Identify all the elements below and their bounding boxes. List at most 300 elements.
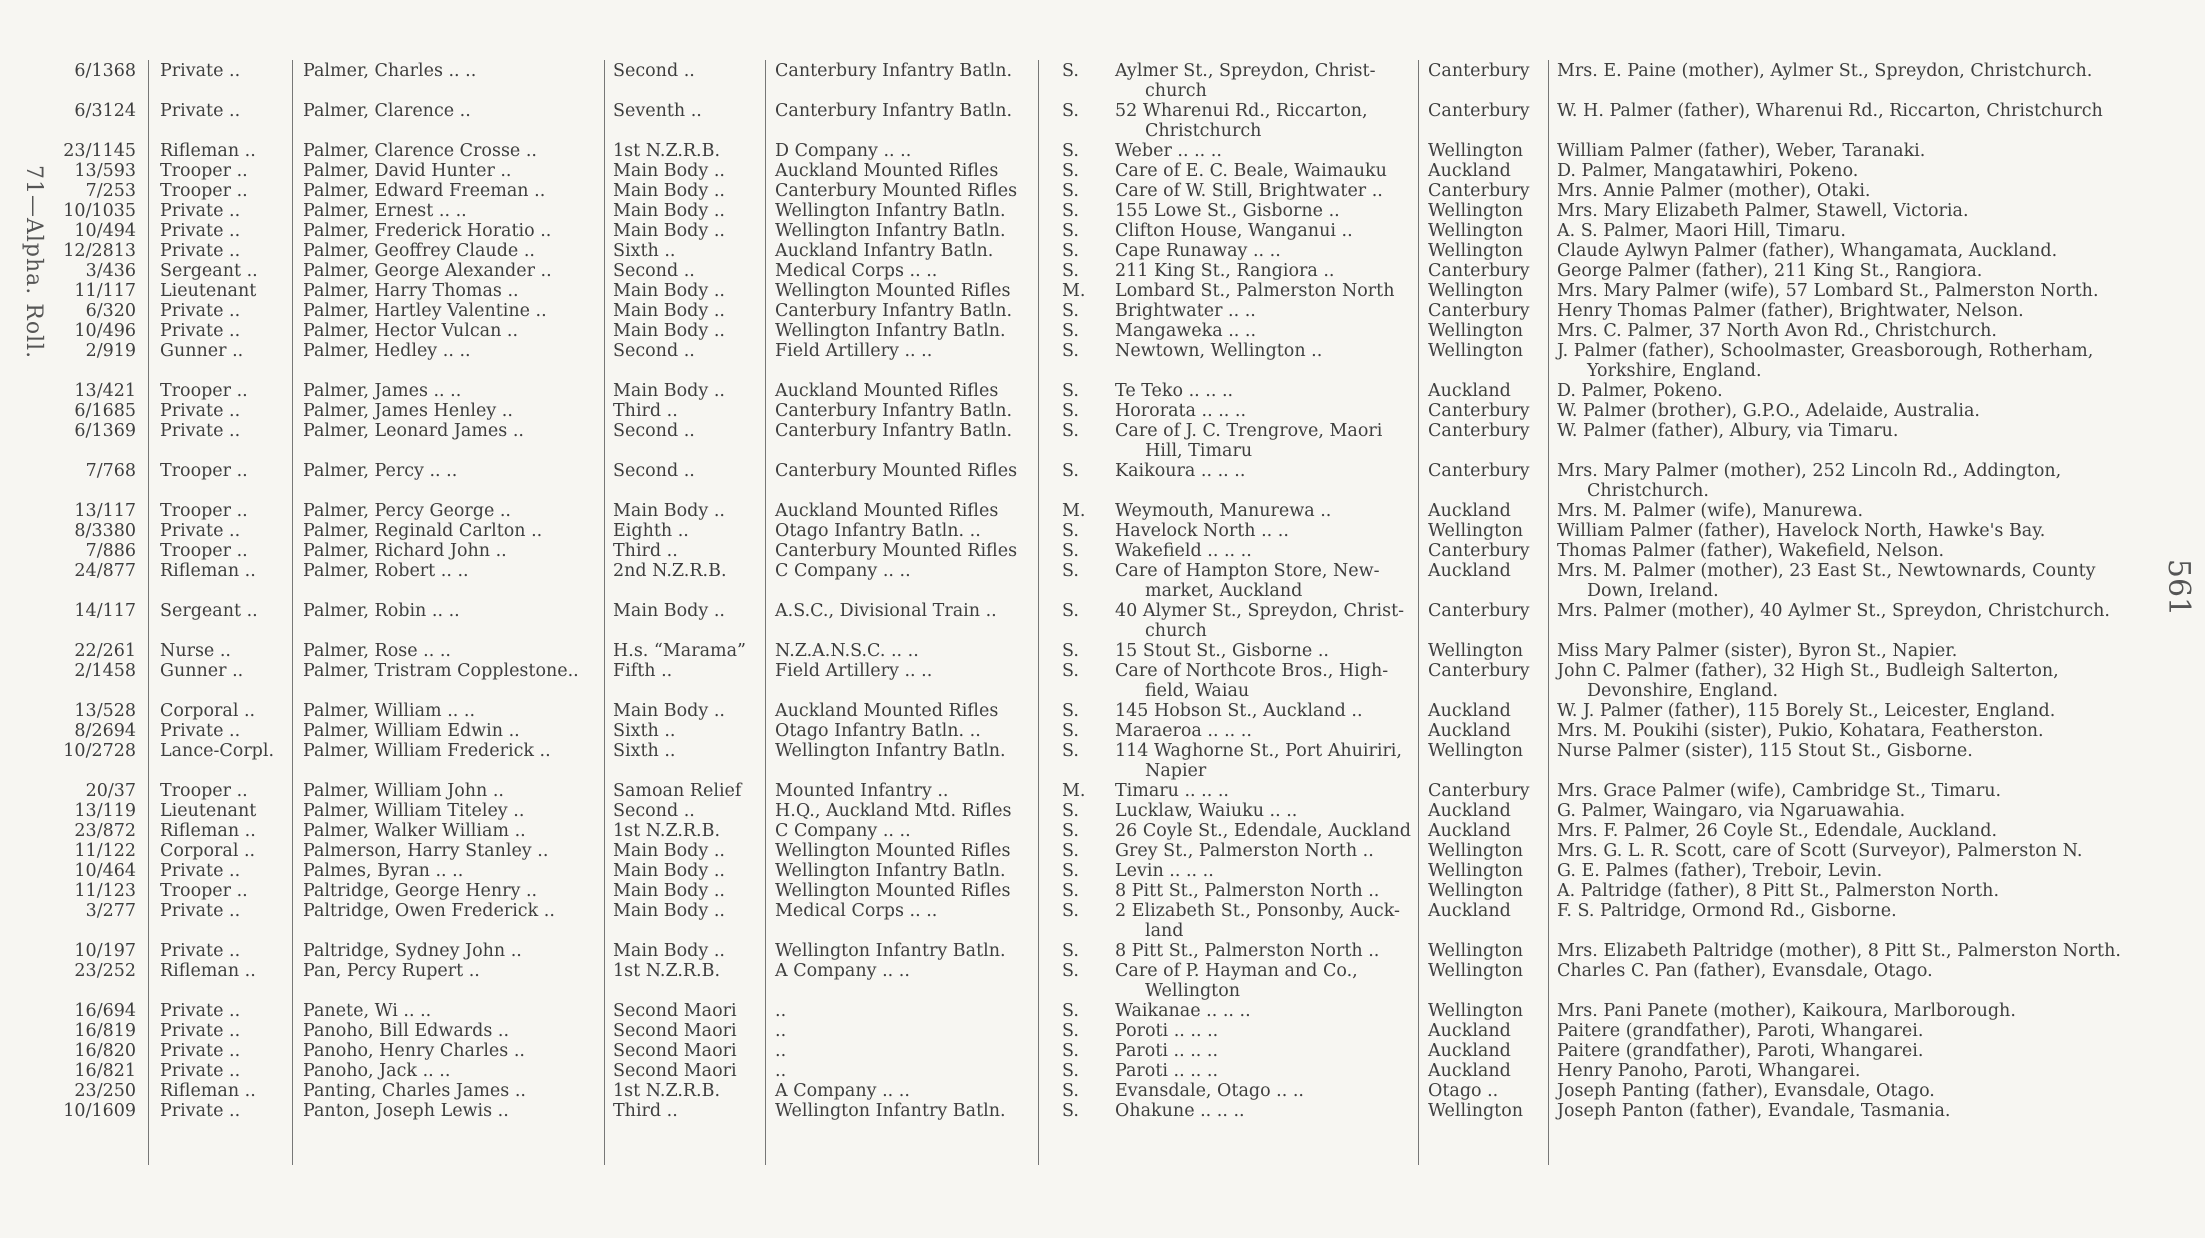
- cell-num: 16/819: [74, 1021, 136, 1041]
- cell-unit: Wellington Infantry Batln.: [775, 741, 1006, 761]
- cell-addr: Poroti .. .. ..: [1115, 1021, 1219, 1041]
- cell-num: 13/421: [74, 381, 136, 401]
- cell-dist: Canterbury: [1428, 781, 1530, 801]
- cell-dist: Auckland: [1428, 381, 1511, 401]
- cell-name: Panting, Charles James ..: [303, 1081, 526, 1101]
- cell-name: Palmer, Rose .. ..: [303, 641, 451, 661]
- cell-unit: Auckland Mounted Rifles: [775, 161, 999, 181]
- cell-num: 11/122: [74, 841, 136, 861]
- cell-mar: S.: [1062, 241, 1079, 261]
- cell-num: 7/768: [85, 461, 136, 481]
- table-row: [0, 880, 2205, 902]
- cell-kin: William Palmer (father), Havelock North, Hawke's Bay.: [1557, 521, 2046, 541]
- cell-rank: Gunner ..: [160, 341, 244, 361]
- cell-unit: Auckland Mounted Rifles: [775, 701, 999, 721]
- cell-kin: Thomas Palmer (father), Wakefield, Nelson.: [1557, 541, 1945, 561]
- cell-mar: S.: [1062, 321, 1079, 341]
- cell-kin: Paitere (grandfather), Paroti, Whangarei.: [1557, 1041, 1924, 1061]
- cell-unit: Wellington Mounted Rifles: [775, 881, 1011, 901]
- cell-rank: Private ..: [160, 221, 241, 241]
- cell-dist: Wellington: [1428, 841, 1524, 861]
- cell-mar: S.: [1062, 721, 1079, 741]
- cell-unit: Medical Corps .. ..: [775, 261, 938, 281]
- cell-num: 2/919: [85, 341, 136, 361]
- cell-rank: Corporal ..: [160, 841, 256, 861]
- cell-name: Palmer, William John ..: [303, 781, 504, 801]
- cell-rank: Trooper ..: [160, 781, 248, 801]
- cell-name: Paltridge, Sydney John ..: [303, 941, 522, 961]
- cell-rank: Private ..: [160, 1021, 241, 1041]
- cell-draft: Main Body ..: [613, 381, 725, 401]
- cell-rank: Trooper ..: [160, 501, 248, 521]
- cell-kin-continued: Devonshire, England.: [1587, 681, 1779, 701]
- table-row: [0, 820, 2205, 842]
- cell-num: 7/886: [85, 541, 136, 561]
- cell-name: Palmer, Robin .. ..: [303, 601, 460, 621]
- cell-unit: Wellington Infantry Batln.: [775, 861, 1006, 881]
- cell-rank: Trooper ..: [160, 541, 248, 561]
- cell-num: 11/117: [74, 281, 136, 301]
- cell-draft: Main Body ..: [613, 941, 725, 961]
- cell-name: Palmer, Hector Vulcan ..: [303, 321, 519, 341]
- cell-draft: Third ..: [613, 1101, 678, 1121]
- cell-addr: 26 Coyle St., Edendale, Auckland: [1115, 821, 1412, 841]
- cell-draft: 1st N.Z.R.B.: [613, 961, 721, 981]
- cell-draft: 1st N.Z.R.B.: [613, 821, 721, 841]
- cell-addr: 145 Hobson St., Auckland ..: [1115, 701, 1363, 721]
- cell-dist: Canterbury: [1428, 301, 1530, 321]
- cell-addr: Cape Runaway .. ..: [1115, 241, 1281, 261]
- cell-mar: S.: [1062, 341, 1079, 361]
- cell-name: Paltridge, Owen Frederick ..: [303, 901, 555, 921]
- cell-mar: S.: [1062, 1041, 1079, 1061]
- cell-dist: Wellington: [1428, 641, 1524, 661]
- cell-draft: Second Maori: [613, 1001, 737, 1021]
- cell-draft: Main Body ..: [613, 701, 725, 721]
- cell-dist: Auckland: [1428, 161, 1511, 181]
- cell-addr: 8 Pitt St., Palmerston North ..: [1115, 941, 1380, 961]
- cell-num: 10/197: [74, 941, 136, 961]
- cell-kin: W. Palmer (brother), G.P.O., Adelaide, Australia.: [1557, 401, 1980, 421]
- cell-addr: Care of P. Hayman and Co.,: [1115, 961, 1358, 981]
- cell-rank: Private ..: [160, 1101, 241, 1121]
- cell-name: Palmer, Tristram Copplestone..: [303, 661, 579, 681]
- table-row: [0, 320, 2205, 342]
- cell-unit: Field Artillery .. ..: [775, 341, 933, 361]
- cell-name: Palmer, William Titeley ..: [303, 801, 525, 821]
- cell-unit: Wellington Infantry Batln.: [775, 221, 1006, 241]
- cell-dist: Auckland: [1428, 901, 1511, 921]
- cell-addr: Lucklaw, Waiuku .. ..: [1115, 801, 1298, 821]
- cell-mar: S.: [1062, 461, 1079, 481]
- cell-num: 16/820: [74, 1041, 136, 1061]
- table-row: [0, 800, 2205, 822]
- cell-name: Palmer, George Alexander ..: [303, 261, 552, 281]
- cell-kin: John C. Palmer (father), 32 High St., Budleigh Salterton,: [1557, 661, 2059, 681]
- table-row: [0, 380, 2205, 402]
- cell-addr: Aylmer St., Spreydon, Christ-: [1115, 61, 1376, 81]
- cell-dist: Canterbury: [1428, 601, 1530, 621]
- cell-num: 2/1458: [74, 661, 136, 681]
- cell-kin: William Palmer (father), Weber, Taranaki.: [1557, 141, 1926, 161]
- cell-draft: Main Body ..: [613, 181, 725, 201]
- cell-mar: S.: [1062, 661, 1079, 681]
- cell-unit: Canterbury Mounted Rifles: [775, 461, 1018, 481]
- cell-draft: Second ..: [613, 261, 695, 281]
- cell-kin: Claude Aylwyn Palmer (father), Whangamata, Auckland.: [1557, 241, 2058, 261]
- cell-dist: Canterbury: [1428, 261, 1530, 281]
- cell-kin: Mrs. F. Palmer, 26 Coyle St., Edendale, Auckland.: [1557, 821, 1998, 841]
- cell-unit: Canterbury Infantry Batln.: [775, 401, 1013, 421]
- cell-dist: Auckland: [1428, 1041, 1511, 1061]
- cell-num: 16/694: [74, 1001, 136, 1021]
- cell-dist: Wellington: [1428, 941, 1524, 961]
- cell-unit: Canterbury Mounted Rifles: [775, 181, 1018, 201]
- table-row: [0, 1060, 2205, 1082]
- cell-dist: Wellington: [1428, 241, 1524, 261]
- cell-addr: Lombard St., Palmerston North: [1115, 281, 1395, 301]
- cell-rank: Rifleman ..: [160, 141, 256, 161]
- cell-rank: Gunner ..: [160, 661, 244, 681]
- cell-name: Palmer, David Hunter ..: [303, 161, 512, 181]
- table-row: [0, 60, 2205, 101]
- cell-draft: Eighth ..: [613, 521, 689, 541]
- cell-unit: Auckland Infantry Batln.: [775, 241, 994, 261]
- cell-addr: Care of J. C. Trengrove, Maori: [1115, 421, 1383, 441]
- cell-addr: Weymouth, Manurewa ..: [1115, 501, 1332, 521]
- cell-mar: S.: [1062, 641, 1079, 661]
- cell-kin: Joseph Panton (father), Evandale, Tasmania.: [1557, 1101, 1951, 1121]
- cell-unit: A Company .. ..: [775, 1081, 910, 1101]
- cell-num: 11/123: [74, 881, 136, 901]
- cell-dist: Wellington: [1428, 201, 1524, 221]
- cell-addr-continued: field, Waiau: [1145, 681, 1250, 701]
- cell-addr: Maraeroa .. .. ..: [1115, 721, 1252, 741]
- cell-draft: Samoan Relief: [613, 781, 742, 801]
- table-row: [0, 1100, 2205, 1122]
- cell-rank: Sergeant ..: [160, 261, 258, 281]
- cell-mar: S.: [1062, 1061, 1079, 1081]
- cell-kin: Mrs. E. Paine (mother), Aylmer St., Spreydon, Christchurch.: [1557, 61, 2093, 81]
- cell-addr: Havelock North .. ..: [1115, 521, 1289, 541]
- cell-num: 10/1035: [63, 201, 136, 221]
- cell-dist: Wellington: [1428, 1101, 1524, 1121]
- cell-mar: M.: [1062, 501, 1086, 521]
- cell-addr: 211 King St., Rangiora ..: [1115, 261, 1335, 281]
- cell-mar: S.: [1062, 821, 1079, 841]
- cell-name: Palmer, Edward Freeman ..: [303, 181, 546, 201]
- cell-kin: Mrs. Elizabeth Paltridge (mother), 8 Pitt St., Palmerston North.: [1557, 941, 2121, 961]
- cell-dist: Auckland: [1428, 801, 1511, 821]
- cell-num: 12/2813: [63, 241, 136, 261]
- cell-rank: Private ..: [160, 941, 241, 961]
- cell-mar: S.: [1062, 901, 1079, 921]
- cell-kin-continued: Christchurch.: [1587, 481, 1709, 501]
- cell-mar: M.: [1062, 281, 1086, 301]
- table-row: [0, 340, 2205, 381]
- cell-num: 23/872: [74, 821, 136, 841]
- cell-mar: S.: [1062, 881, 1079, 901]
- cell-rank: Private ..: [160, 901, 241, 921]
- cell-rank: Rifleman ..: [160, 561, 256, 581]
- cell-draft: Second ..: [613, 421, 695, 441]
- cell-rank: Trooper ..: [160, 881, 248, 901]
- cell-kin: Mrs. Mary Palmer (wife), 57 Lombard St., Palmerston North.: [1557, 281, 2099, 301]
- table-row: [0, 960, 2205, 1001]
- cell-draft: Main Body ..: [613, 201, 725, 221]
- cell-dist: Wellington: [1428, 141, 1524, 161]
- cell-addr: Care of W. Still, Brightwater ..: [1115, 181, 1383, 201]
- cell-draft: Second ..: [613, 801, 695, 821]
- cell-kin: Mrs. M. Poukihi (sister), Pukio, Kohatara, Featherston.: [1557, 721, 2044, 741]
- cell-rank: Lieutenant: [160, 801, 257, 821]
- cell-dist: Otago ..: [1428, 1081, 1499, 1101]
- cell-dist: Wellington: [1428, 521, 1524, 541]
- cell-mar: S.: [1062, 301, 1079, 321]
- cell-name: Palmer, William Frederick ..: [303, 741, 551, 761]
- table-row: [0, 240, 2205, 262]
- cell-dist: Wellington: [1428, 741, 1524, 761]
- cell-addr: 114 Waghorne St., Port Ahuiriri,: [1115, 741, 1402, 761]
- cell-name: Palmer, William Edwin ..: [303, 721, 520, 741]
- cell-num: 23/1145: [63, 141, 136, 161]
- cell-num: 10/494: [74, 221, 136, 241]
- cell-addr: Grey St., Palmerston North ..: [1115, 841, 1374, 861]
- cell-rank: Private ..: [160, 201, 241, 221]
- cell-rank: Private ..: [160, 721, 241, 741]
- cell-mar: S.: [1062, 741, 1079, 761]
- cell-addr: Wakefield .. .. ..: [1115, 541, 1252, 561]
- cell-dist: Auckland: [1428, 1061, 1511, 1081]
- table-row: [0, 300, 2205, 322]
- cell-mar: S.: [1062, 161, 1079, 181]
- cell-mar: S.: [1062, 1081, 1079, 1101]
- cell-draft: Second Maori: [613, 1021, 737, 1041]
- cell-dist: Wellington: [1428, 861, 1524, 881]
- cell-mar: S.: [1062, 541, 1079, 561]
- table-row: [0, 540, 2205, 562]
- cell-num: 13/119: [74, 801, 136, 821]
- table-row: [0, 660, 2205, 701]
- cell-kin: Miss Mary Palmer (sister), Byron St., Napier.: [1557, 641, 1958, 661]
- table-row: [0, 140, 2205, 162]
- cell-draft: Second ..: [613, 341, 695, 361]
- cell-rank: Corporal ..: [160, 701, 256, 721]
- cell-addr: Care of E. C. Beale, Waimauku: [1115, 161, 1387, 181]
- cell-rank: Rifleman ..: [160, 821, 256, 841]
- cell-name: Panton, Joseph Lewis ..: [303, 1101, 509, 1121]
- table-row: [0, 100, 2205, 141]
- cell-num: 13/593: [74, 161, 136, 181]
- cell-kin: Paitere (grandfather), Paroti, Whangarei.: [1557, 1021, 1924, 1041]
- cell-draft: Second Maori: [613, 1041, 737, 1061]
- cell-kin: G. E. Palmes (father), Treboir, Levin.: [1557, 861, 1883, 881]
- cell-dist: Auckland: [1428, 821, 1511, 841]
- cell-rank: Sergeant ..: [160, 601, 258, 621]
- cell-rank: Private ..: [160, 1041, 241, 1061]
- cell-draft: Main Body ..: [613, 501, 725, 521]
- table-row: [0, 180, 2205, 202]
- table-row: [0, 460, 2205, 501]
- cell-kin: Mrs. G. L. R. Scott, care of Scott (Surveyor), Palmerston N.: [1557, 841, 2083, 861]
- cell-unit: Otago Infantry Batln. ..: [775, 521, 981, 541]
- cell-unit: C Company .. ..: [775, 561, 911, 581]
- cell-unit: Otago Infantry Batln. ..: [775, 721, 981, 741]
- cell-draft: Sixth ..: [613, 721, 676, 741]
- cell-kin: Henry Thomas Palmer (father), Brightwater, Nelson.: [1557, 301, 2024, 321]
- cell-name: Palmer, Clarence ..: [303, 101, 471, 121]
- cell-num: 10/2728: [63, 741, 136, 761]
- table-row: [0, 780, 2205, 802]
- cell-name: Palmer, Hedley .. ..: [303, 341, 471, 361]
- cell-rank: Private ..: [160, 521, 241, 541]
- table-row: [0, 640, 2205, 662]
- cell-kin: Mrs. Palmer (mother), 40 Aylmer St., Spreydon, Christchurch.: [1557, 601, 2110, 621]
- cell-kin-continued: Yorkshire, England.: [1587, 361, 1762, 381]
- table-row: [0, 420, 2205, 461]
- cell-name: Palmer, Harry Thomas ..: [303, 281, 519, 301]
- cell-unit: A.S.C., Divisional Train ..: [775, 601, 997, 621]
- cell-mar: S.: [1062, 801, 1079, 821]
- cell-addr: Levin .. .. ..: [1115, 861, 1214, 881]
- cell-addr: Paroti .. .. ..: [1115, 1041, 1219, 1061]
- table-row: [0, 740, 2205, 781]
- cell-num: 16/821: [74, 1061, 136, 1081]
- cell-rank: Trooper ..: [160, 161, 248, 181]
- cell-rank: Trooper ..: [160, 381, 248, 401]
- cell-name: Panoho, Jack .. ..: [303, 1061, 451, 1081]
- cell-rank: Private ..: [160, 61, 241, 81]
- table-row: [0, 860, 2205, 882]
- table-row: [0, 400, 2205, 422]
- cell-mar: S.: [1062, 861, 1079, 881]
- cell-rank: Private ..: [160, 421, 241, 441]
- cell-draft: Seventh ..: [613, 101, 702, 121]
- cell-name: Palmer, Richard John ..: [303, 541, 507, 561]
- cell-addr: Te Teko .. .. ..: [1115, 381, 1234, 401]
- cell-kin: W. Palmer (father), Albury, via Timaru.: [1557, 421, 1899, 441]
- cell-num: 6/3124: [74, 101, 136, 121]
- cell-name: Palmer, Frederick Horatio ..: [303, 221, 552, 241]
- table-row: [0, 720, 2205, 742]
- cell-kin: A. Paltridge (father), 8 Pitt St., Palmerston North.: [1557, 881, 2000, 901]
- cell-unit: Wellington Mounted Rifles: [775, 841, 1011, 861]
- cell-draft: Third ..: [613, 401, 678, 421]
- cell-addr: Evansdale, Otago .. ..: [1115, 1081, 1304, 1101]
- cell-name: Palmer, Ernest .. ..: [303, 201, 467, 221]
- cell-dist: Auckland: [1428, 561, 1511, 581]
- cell-mar: S.: [1062, 381, 1079, 401]
- cell-rank: Lance-Corpl.: [160, 741, 275, 761]
- cell-addr: Waikanae .. .. ..: [1115, 1001, 1251, 1021]
- cell-num: 10/464: [74, 861, 136, 881]
- cell-mar: S.: [1062, 961, 1079, 981]
- cell-kin: Mrs. Pani Panete (mother), Kaikoura, Marlborough.: [1557, 1001, 2016, 1021]
- cell-draft: Sixth ..: [613, 741, 676, 761]
- cell-kin: Mrs. Mary Elizabeth Palmer, Stawell, Victoria.: [1557, 201, 1969, 221]
- cell-addr-continued: Napier: [1145, 761, 1207, 781]
- cell-name: Palmerson, Harry Stanley ..: [303, 841, 549, 861]
- cell-num: 6/1369: [74, 421, 136, 441]
- cell-dist: Canterbury: [1428, 61, 1530, 81]
- cell-rank: Lieutenant: [160, 281, 257, 301]
- cell-name: Palmes, Byran .. ..: [303, 861, 464, 881]
- cell-kin: A. S. Palmer, Maori Hill, Timaru.: [1557, 221, 1846, 241]
- table-row: [0, 520, 2205, 542]
- cell-draft: Main Body ..: [613, 901, 725, 921]
- cell-kin-continued: Down, Ireland.: [1587, 581, 1719, 601]
- table-row: [0, 600, 2205, 641]
- cell-addr: 8 Pitt St., Palmerston North ..: [1115, 881, 1380, 901]
- cell-unit: Auckland Mounted Rifles: [775, 381, 999, 401]
- cell-kin: F. S. Paltridge, Ormond Rd., Gisborne.: [1557, 901, 1897, 921]
- cell-draft: Main Body ..: [613, 301, 725, 321]
- cell-name: Pan, Percy Rupert ..: [303, 961, 480, 981]
- cell-unit: Auckland Mounted Rifles: [775, 501, 999, 521]
- table-row: [0, 900, 2205, 941]
- cell-num: 20/37: [85, 781, 136, 801]
- table-row: [0, 1020, 2205, 1042]
- cell-addr: Weber .. .. ..: [1115, 141, 1222, 161]
- cell-addr: Care of Hampton Store, New-: [1115, 561, 1380, 581]
- cell-rank: Private ..: [160, 861, 241, 881]
- cell-rank: Nurse ..: [160, 641, 231, 661]
- cell-unit: Mounted Infantry ..: [775, 781, 949, 801]
- cell-kin: Mrs. Mary Palmer (mother), 252 Lincoln Rd., Addington,: [1557, 461, 2062, 481]
- cell-mar: S.: [1062, 1001, 1079, 1021]
- cell-addr: Mangaweka .. ..: [1115, 321, 1257, 341]
- cell-mar: S.: [1062, 1101, 1079, 1121]
- cell-draft: Main Body ..: [613, 161, 725, 181]
- cell-draft: Fifth ..: [613, 661, 673, 681]
- cell-num: 13/117: [74, 501, 136, 521]
- cell-unit: A Company .. ..: [775, 961, 910, 981]
- cell-dist: Wellington: [1428, 881, 1524, 901]
- cell-name: Palmer, Walker William ..: [303, 821, 526, 841]
- cell-unit: C Company .. ..: [775, 821, 911, 841]
- cell-kin: Henry Panoho, Paroti, Whangarei.: [1557, 1061, 1861, 1081]
- cell-num: 6/320: [85, 301, 136, 321]
- table-row: [0, 260, 2205, 282]
- table-row: [0, 500, 2205, 522]
- cell-rank: Trooper ..: [160, 181, 248, 201]
- cell-addr: Newtown, Wellington ..: [1115, 341, 1323, 361]
- table-row: [0, 1040, 2205, 1062]
- cell-draft: Main Body ..: [613, 321, 725, 341]
- cell-num: 10/496: [74, 321, 136, 341]
- table-row: [0, 1080, 2205, 1102]
- cell-num: 6/1685: [74, 401, 136, 421]
- cell-name: Palmer, Clarence Crosse ..: [303, 141, 537, 161]
- cell-addr-continued: Hill, Timaru: [1145, 441, 1253, 461]
- cell-unit: Wellington Infantry Batln.: [775, 201, 1006, 221]
- cell-num: 13/528: [74, 701, 136, 721]
- cell-num: 22/261: [74, 641, 136, 661]
- cell-addr: 155 Lowe St., Gisborne ..: [1115, 201, 1340, 221]
- cell-dist: Canterbury: [1428, 461, 1530, 481]
- cell-addr: Clifton House, Wanganui ..: [1115, 221, 1353, 241]
- cell-num: 23/252: [74, 961, 136, 981]
- cell-addr-continued: land: [1145, 921, 1184, 941]
- cell-dist: Auckland: [1428, 501, 1511, 521]
- cell-addr: Timaru .. .. ..: [1115, 781, 1229, 801]
- cell-addr-continued: market, Auckland: [1145, 581, 1303, 601]
- cell-addr: 15 Stout St., Gisborne ..: [1115, 641, 1329, 661]
- cell-draft: 1st N.Z.R.B.: [613, 141, 721, 161]
- cell-mar: S.: [1062, 181, 1079, 201]
- cell-unit: ..: [775, 1041, 787, 1061]
- cell-draft: Main Body ..: [613, 861, 725, 881]
